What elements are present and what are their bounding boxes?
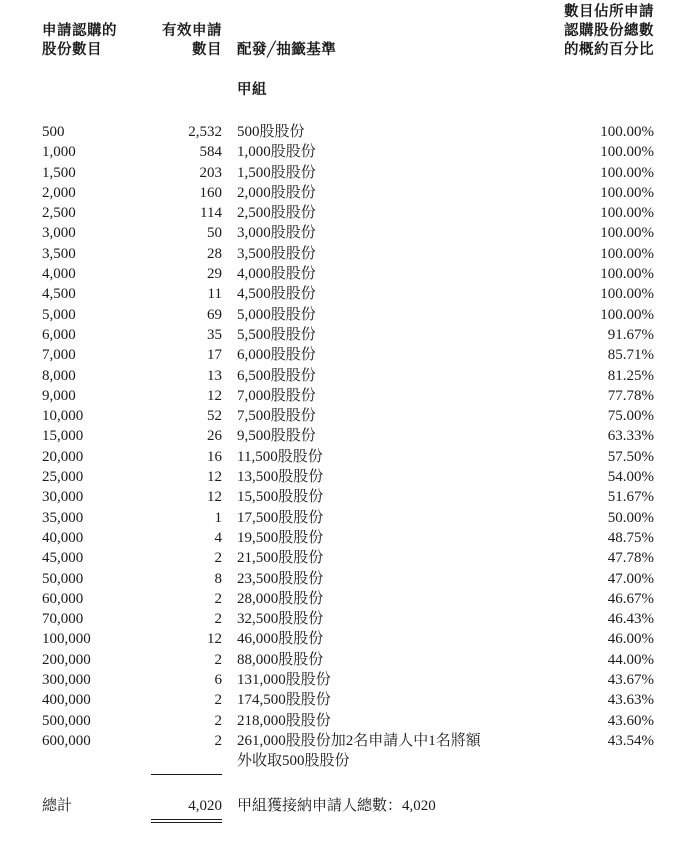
valid-applications-cell: 12 bbox=[207, 631, 222, 648]
applied-shares-cell: 500 bbox=[42, 124, 65, 140]
percentage-cell: 100.00% bbox=[600, 205, 654, 222]
percentage-cell: 100.00% bbox=[600, 306, 654, 323]
percentage-cell: 91.67% bbox=[607, 326, 654, 343]
allotment-basis-cell: 500股股份 bbox=[237, 124, 305, 140]
valid-applications-cell: 17 bbox=[207, 347, 222, 364]
allotment-basis-cell: 15,500股股份 bbox=[237, 489, 324, 506]
applied-shares-cell: 4,000 bbox=[42, 266, 76, 283]
double-rule-bottom bbox=[151, 822, 222, 823]
valid-applications-cell: 1 bbox=[214, 509, 222, 526]
valid-applications-cell: 16 bbox=[207, 448, 222, 465]
applied-shares-cell: 2,500 bbox=[42, 205, 76, 222]
applied-shares-cell: 1,000 bbox=[42, 144, 76, 161]
valid-applications-cell: 114 bbox=[200, 205, 222, 222]
allotment-basis-cell: 261,000股股份加2名申請人中1名將額 外收取500股股份 bbox=[237, 732, 481, 770]
table-row bbox=[0, 690, 682, 710]
allotment-basis-cell: 3,500股股份 bbox=[237, 245, 316, 262]
table-row bbox=[0, 305, 682, 325]
table-row bbox=[0, 426, 682, 446]
table-row bbox=[0, 731, 682, 771]
table-row bbox=[0, 467, 682, 487]
subtotal-rule bbox=[151, 774, 222, 775]
percentage-cell: 75.00% bbox=[607, 408, 654, 425]
applied-shares-cell: 600,000 bbox=[42, 732, 91, 749]
table-row bbox=[0, 264, 682, 284]
percentage-cell: 43.60% bbox=[607, 712, 654, 729]
applied-shares-cell: 30,000 bbox=[42, 489, 84, 506]
table-row bbox=[0, 487, 682, 507]
applied-shares-cell: 1,500 bbox=[42, 164, 76, 181]
applied-shares-cell: 3,500 bbox=[42, 245, 76, 262]
percentage-cell: 48.75% bbox=[607, 529, 654, 546]
table-row bbox=[0, 386, 682, 406]
percentage-cell: 46.43% bbox=[607, 611, 654, 628]
allotment-basis-cell: 9,500股股份 bbox=[237, 428, 316, 445]
percentage-cell: 47.78% bbox=[607, 550, 654, 567]
allotment-basis-cell: 17,500股股份 bbox=[237, 509, 324, 526]
applied-shares-cell: 100,000 bbox=[42, 631, 91, 648]
allotment-basis-cell: 218,000股股份 bbox=[237, 712, 331, 729]
table-row bbox=[0, 447, 682, 467]
table-row bbox=[0, 183, 682, 203]
valid-applications-cell: 29 bbox=[207, 266, 222, 283]
table-row bbox=[0, 629, 682, 649]
valid-applications-cell: 50 bbox=[207, 225, 222, 242]
valid-applications-cell: 4 bbox=[214, 529, 222, 546]
percentage-cell: 100.00% bbox=[600, 164, 654, 181]
valid-applications-cell: 6 bbox=[214, 672, 222, 689]
valid-applications-cell: 2 bbox=[214, 590, 222, 607]
valid-applications-cell: 12 bbox=[207, 469, 222, 486]
allotment-basis-cell: 131,000股股份 bbox=[237, 672, 331, 689]
allotment-table bbox=[0, 122, 682, 771]
allotment-basis-cell: 11,500股股份 bbox=[237, 448, 323, 465]
valid-applications-cell: 584 bbox=[199, 144, 222, 161]
allotment-basis-cell: 1,500股股份 bbox=[237, 164, 316, 181]
applied-shares-cell: 300,000 bbox=[42, 672, 91, 689]
allotment-basis-cell: 88,000股股份 bbox=[237, 651, 324, 668]
percentage-cell: 44.00% bbox=[607, 651, 654, 668]
percentage-cell: 100.00% bbox=[600, 266, 654, 283]
header-allotment-basis: 配發╱抽籤基準 bbox=[237, 42, 337, 58]
table-row bbox=[0, 508, 682, 528]
table-row bbox=[0, 122, 682, 142]
percentage-cell: 100.00% bbox=[600, 144, 654, 161]
applied-shares-cell: 2,000 bbox=[42, 184, 76, 201]
allotment-basis-cell: 1,000股股份 bbox=[237, 144, 316, 161]
percentage-cell: 43.63% bbox=[607, 692, 654, 709]
allotment-basis-cell: 32,500股股份 bbox=[237, 611, 324, 628]
valid-applications-cell: 2 bbox=[214, 550, 222, 567]
total-label: 總計 bbox=[42, 798, 73, 814]
allotment-basis-cell: 4,500股股份 bbox=[237, 286, 316, 303]
percentage-cell: 46.67% bbox=[607, 590, 654, 607]
allotment-basis-cell: 2,500股股份 bbox=[237, 205, 316, 222]
applied-shares-cell: 4,500 bbox=[42, 286, 76, 303]
valid-applications-cell: 160 bbox=[199, 184, 222, 201]
percentage-cell: 81.25% bbox=[607, 367, 654, 384]
allotment-basis-cell: 3,000股股份 bbox=[237, 225, 316, 242]
table-row bbox=[0, 163, 682, 183]
percentage-cell: 100.00% bbox=[600, 124, 654, 140]
valid-applications-cell: 11 bbox=[207, 286, 222, 303]
header-applied-shares: 申請認購的 股份數目 bbox=[42, 23, 117, 58]
applied-shares-cell: 5,000 bbox=[42, 306, 76, 323]
table-row bbox=[0, 284, 682, 304]
allotment-basis-cell: 19,500股股份 bbox=[237, 529, 324, 546]
percentage-cell: 54.00% bbox=[607, 469, 654, 486]
applied-shares-cell: 7,000 bbox=[42, 347, 76, 364]
valid-applications-cell: 8 bbox=[214, 570, 222, 587]
allotment-basis-cell: 46,000股股份 bbox=[237, 631, 324, 648]
table-row bbox=[0, 609, 682, 629]
allotment-basis-cell: 5,000股股份 bbox=[237, 306, 316, 323]
table-row bbox=[0, 223, 682, 243]
table-row bbox=[0, 670, 682, 690]
table-row bbox=[0, 711, 682, 731]
allotment-basis-cell: 7,000股股份 bbox=[237, 387, 316, 404]
total-value: 4,020 bbox=[188, 798, 222, 814]
valid-applications-cell: 12 bbox=[207, 387, 222, 404]
header-valid-applications: 有效申請 數目 bbox=[162, 23, 222, 58]
valid-applications-cell: 2 bbox=[214, 712, 222, 729]
allotment-basis-cell: 23,500股股份 bbox=[237, 570, 324, 587]
percentage-cell: 43.54% bbox=[607, 732, 654, 749]
applied-shares-cell: 70,000 bbox=[42, 611, 84, 628]
applied-shares-cell: 15,000 bbox=[42, 428, 84, 445]
allotment-basis-cell: 7,500股股份 bbox=[237, 408, 316, 425]
valid-applications-cell: 26 bbox=[207, 428, 222, 445]
percentage-cell: 85.71% bbox=[607, 347, 654, 364]
applied-shares-cell: 6,000 bbox=[42, 326, 76, 343]
double-rule-top bbox=[151, 819, 222, 820]
header-approx-percentage: 數目佔所申請 認購股份總數 的概約百分比 bbox=[564, 4, 654, 58]
percentage-cell: 77.78% bbox=[607, 387, 654, 404]
table-row bbox=[0, 142, 682, 162]
valid-applications-cell: 28 bbox=[207, 245, 222, 262]
allotment-basis-cell: 2,000股股份 bbox=[237, 184, 316, 201]
total-row bbox=[0, 795, 682, 817]
table-row bbox=[0, 650, 682, 670]
valid-applications-cell: 69 bbox=[207, 306, 222, 323]
valid-applications-cell: 203 bbox=[199, 164, 222, 181]
applied-shares-cell: 8,000 bbox=[42, 367, 76, 384]
valid-applications-cell: 12 bbox=[207, 489, 222, 506]
percentage-cell: 47.00% bbox=[607, 570, 654, 587]
table-row bbox=[0, 569, 682, 589]
applied-shares-cell: 3,000 bbox=[42, 225, 76, 242]
percentage-cell: 100.00% bbox=[600, 286, 654, 303]
percentage-cell: 50.00% bbox=[607, 509, 654, 526]
percentage-cell: 57.50% bbox=[607, 448, 654, 465]
percentage-cell: 43.67% bbox=[607, 672, 654, 689]
total-note: 甲組獲接納申請人總數：4,020 bbox=[237, 798, 436, 814]
valid-applications-cell: 13 bbox=[207, 367, 222, 384]
applied-shares-cell: 45,000 bbox=[42, 550, 84, 567]
table-row bbox=[0, 244, 682, 264]
applied-shares-cell: 40,000 bbox=[42, 529, 84, 546]
valid-applications-cell: 2 bbox=[214, 692, 222, 709]
table-row bbox=[0, 325, 682, 345]
table-row bbox=[0, 345, 682, 365]
table-row bbox=[0, 406, 682, 426]
percentage-cell: 100.00% bbox=[600, 225, 654, 242]
table-row bbox=[0, 548, 682, 568]
allotment-basis-cell: 6,000股股份 bbox=[237, 347, 316, 364]
percentage-cell: 51.67% bbox=[607, 489, 654, 506]
valid-applications-cell: 2 bbox=[214, 732, 222, 749]
percentage-cell: 46.00% bbox=[607, 631, 654, 648]
applied-shares-cell: 60,000 bbox=[42, 590, 84, 607]
applied-shares-cell: 200,000 bbox=[42, 651, 91, 668]
table-row bbox=[0, 366, 682, 386]
table-row bbox=[0, 589, 682, 609]
table-row bbox=[0, 528, 682, 548]
applied-shares-cell: 10,000 bbox=[42, 408, 84, 425]
applied-shares-cell: 25,000 bbox=[42, 469, 84, 486]
valid-applications-cell: 2,532 bbox=[188, 124, 222, 140]
allotment-basis-cell: 21,500股股份 bbox=[237, 550, 324, 567]
allotment-basis-cell: 5,500股股份 bbox=[237, 326, 316, 343]
valid-applications-cell: 2 bbox=[214, 651, 222, 668]
percentage-cell: 100.00% bbox=[600, 184, 654, 201]
percentage-cell: 100.00% bbox=[600, 245, 654, 262]
table-row bbox=[0, 203, 682, 223]
applied-shares-cell: 500,000 bbox=[42, 712, 91, 729]
valid-applications-cell: 2 bbox=[214, 611, 222, 628]
allotment-basis-cell: 28,000股股份 bbox=[237, 590, 324, 607]
applied-shares-cell: 35,000 bbox=[42, 509, 84, 526]
valid-applications-cell: 35 bbox=[207, 326, 222, 343]
allotment-basis-cell: 6,500股股份 bbox=[237, 367, 316, 384]
applied-shares-cell: 9,000 bbox=[42, 387, 76, 404]
applied-shares-cell: 50,000 bbox=[42, 570, 84, 587]
valid-applications-cell: 52 bbox=[207, 408, 222, 425]
applied-shares-cell: 20,000 bbox=[42, 448, 84, 465]
allotment-basis-cell: 13,500股股份 bbox=[237, 469, 324, 486]
percentage-cell: 63.33% bbox=[607, 428, 654, 445]
allotment-basis-cell: 4,000股股份 bbox=[237, 266, 316, 283]
applied-shares-cell: 400,000 bbox=[42, 692, 91, 709]
group-title: 甲組 bbox=[237, 82, 267, 98]
allotment-basis-cell: 174,500股股份 bbox=[237, 692, 331, 709]
